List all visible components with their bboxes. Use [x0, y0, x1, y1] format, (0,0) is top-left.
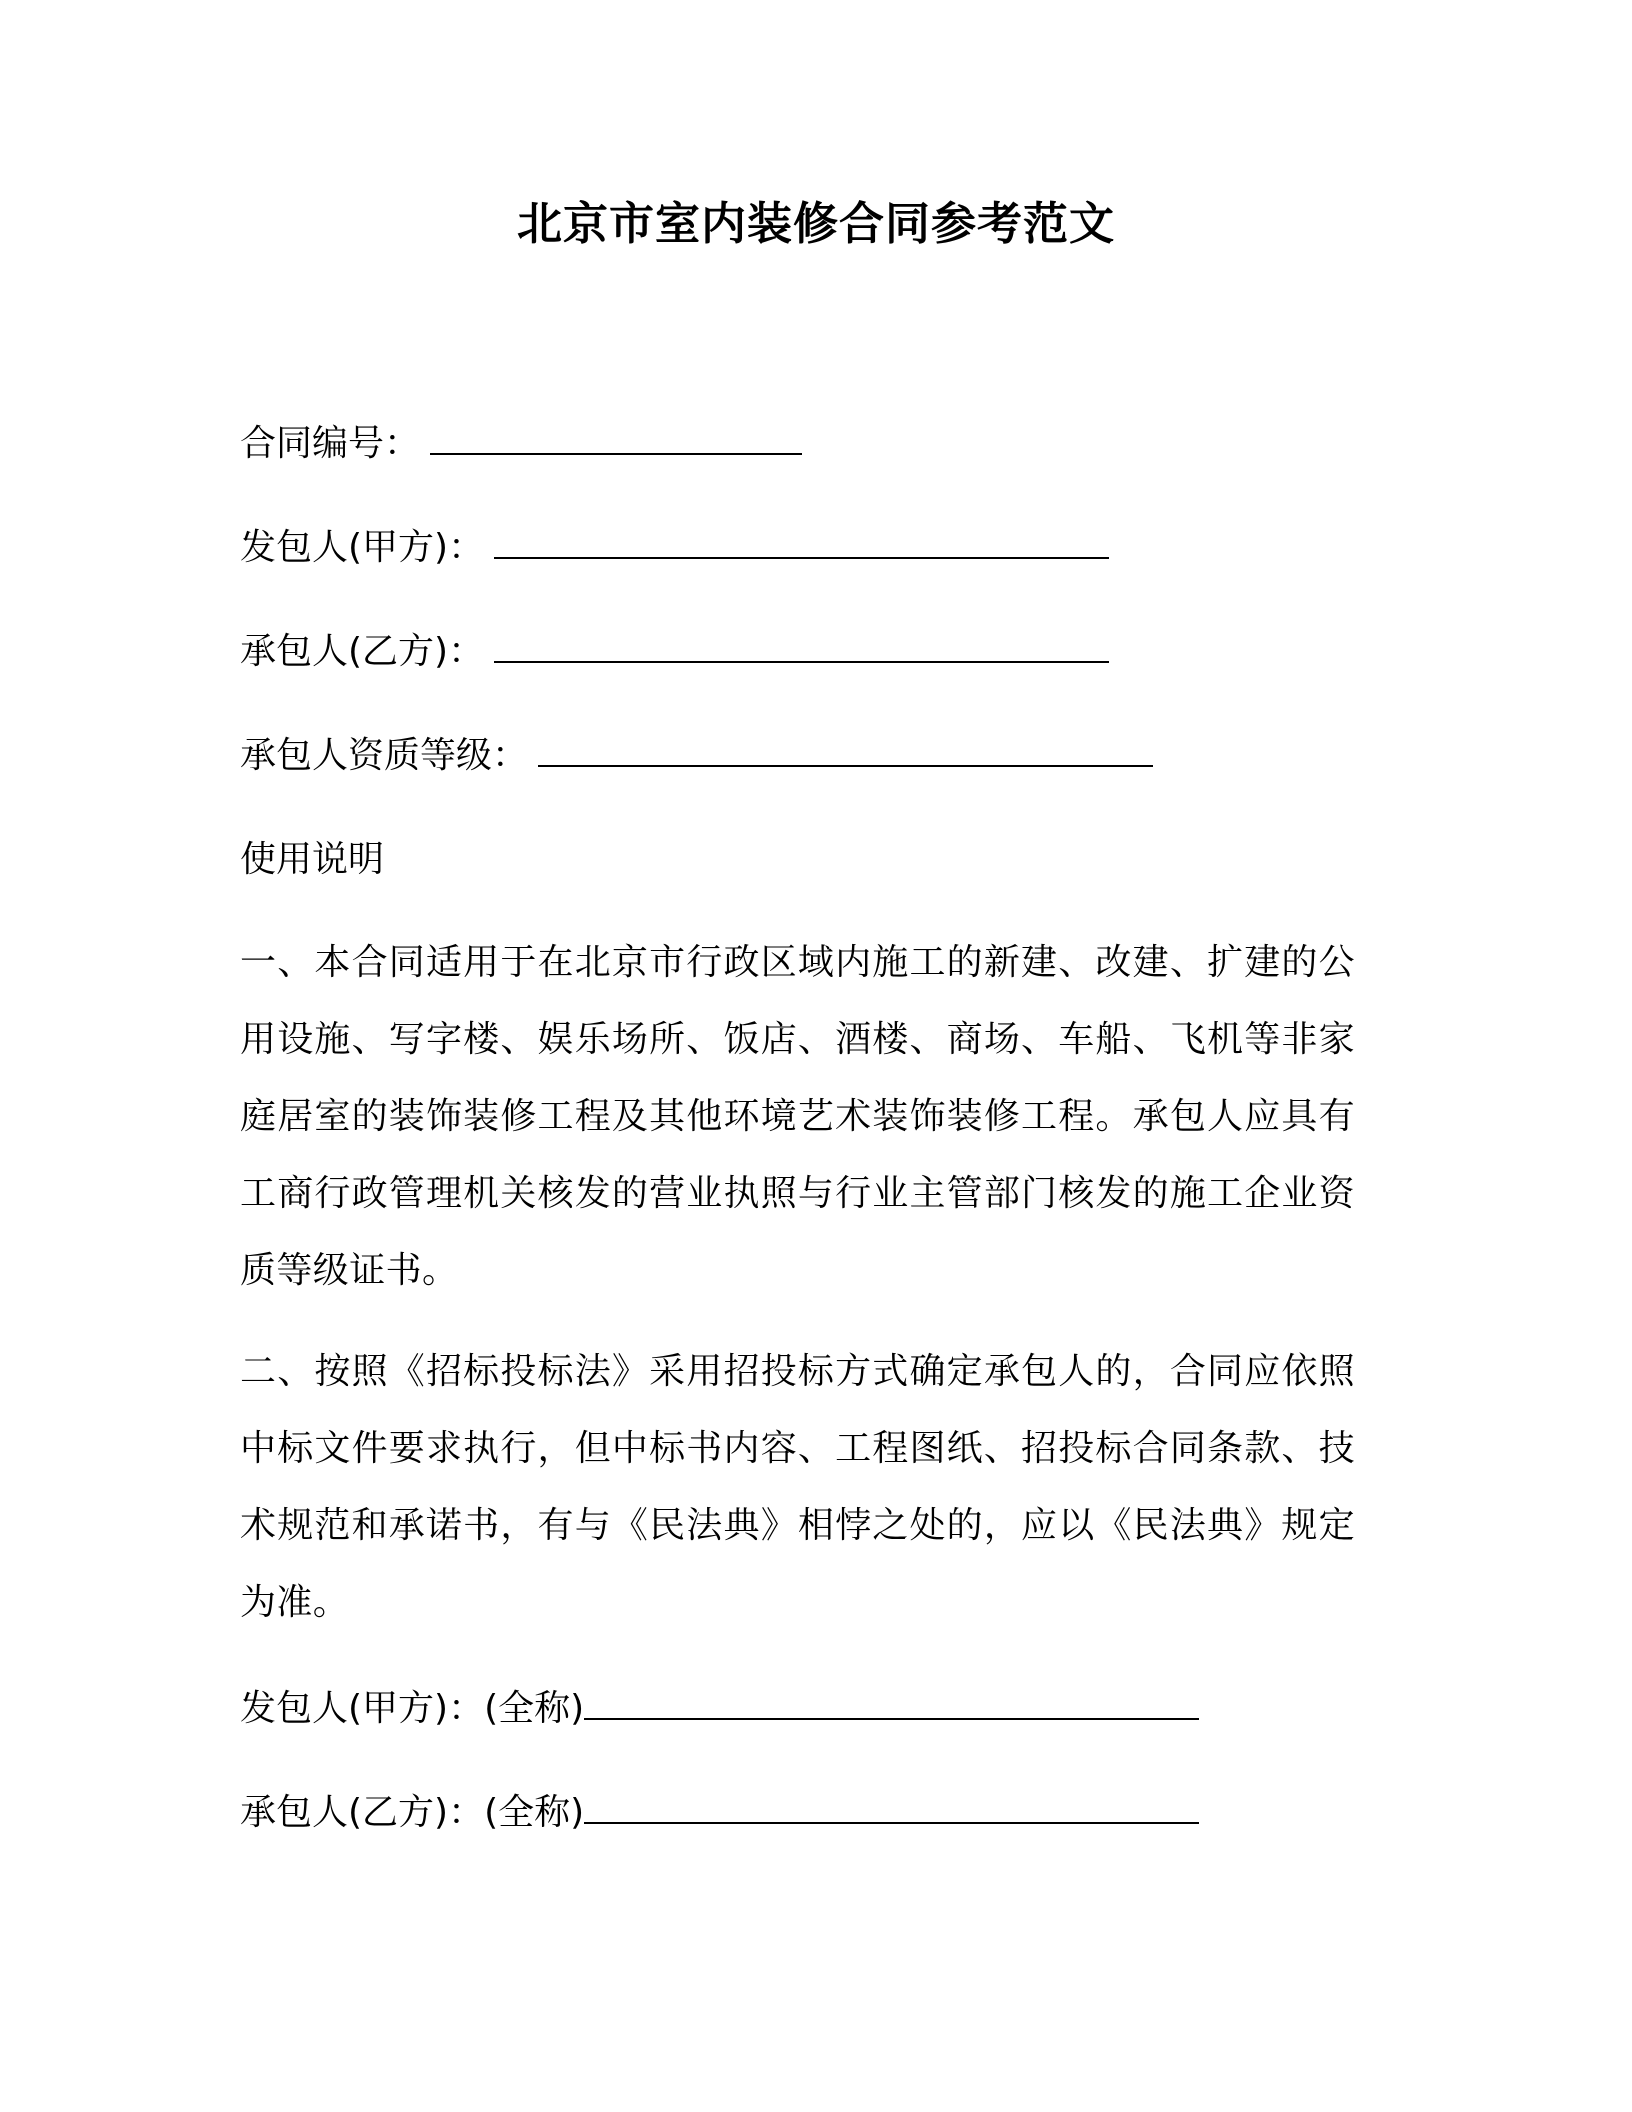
document-title: 北京市室内装修合同参考范文: [516, 197, 1115, 250]
signature-party-a-label: 发包人(甲方)：(全称): [240, 1688, 585, 1729]
signature-party-a-blank: [584, 1688, 1199, 1720]
signature-party-a: [240, 1683, 1199, 1735]
contract-number-blank: [430, 423, 802, 455]
signature-party-b-blank: [584, 1792, 1199, 1824]
instructions-heading: 使用说明: [240, 839, 385, 880]
qualification-field: [240, 730, 1153, 782]
party-a-field: [240, 522, 1109, 574]
contract-number-label: 合同编号：: [240, 423, 421, 464]
party-a-blank: [494, 527, 1109, 559]
party-b-field: [240, 626, 1109, 678]
qualification-label: 承包人资质等级：: [240, 735, 529, 776]
party-b-blank: [494, 631, 1109, 663]
signature-party-b-label: 承包人(乙方)：(全称): [240, 1792, 585, 1833]
paragraph-2: 二、按照《招标投标法》采用招投标方式确定承包人的，合同应依照中标文件要求执行，但中标书内容、工程图纸、招投标合同条款、技术规范和承诺书，有与《民法典》相悖之处的，应以《民法典》规定为准。: [240, 1351, 1355, 1623]
qualification-blank: [538, 735, 1153, 767]
party-b-label: 承包人(乙方)：: [240, 631, 485, 672]
contract-number-field: [240, 418, 802, 470]
paragraph-1: 一、本合同适用于在北京市行政区域内施工的新建、改建、扩建的公用设施、写字楼、娱乐场所、饭店、酒楼、商场、车船、飞机等非家庭居室的装饰装修工程及其他环境艺术装饰装修工程。承包人应具有工商行政管理机关核发的营业执照与行业主管部门核发的施工企业资质等级证书。: [240, 942, 1355, 1291]
signature-party-b: [240, 1787, 1199, 1839]
party-a-label: 发包人(甲方)：: [240, 527, 485, 568]
